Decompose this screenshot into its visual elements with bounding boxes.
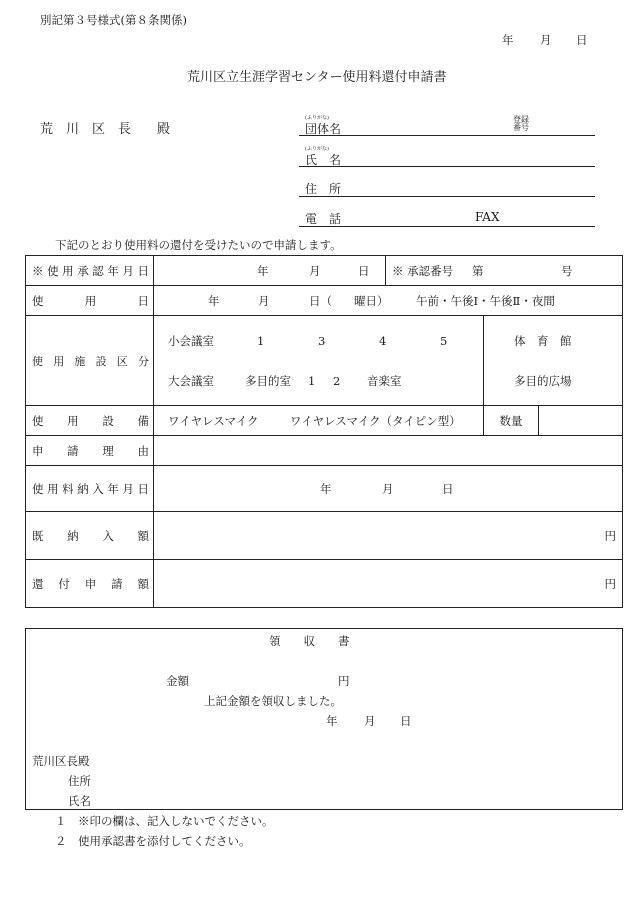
music-room[interactable]: 音楽室 xyxy=(367,374,402,388)
receipt-addressee: 荒川区長殿 xyxy=(32,754,90,768)
use-date-row xyxy=(26,286,623,316)
receipt-name-label: 氏名 xyxy=(68,794,91,808)
approval-number-dai: 第 xyxy=(472,263,484,278)
approval-date-label: ※使用承認年月日 xyxy=(26,256,154,286)
multipurpose-room-2[interactable]: 2 xyxy=(333,374,341,388)
approval-number-go: 号 xyxy=(561,263,573,278)
header-date-month: 月 xyxy=(540,33,552,47)
payment-day: 日 xyxy=(442,481,454,496)
intro-text: 下記のとおり使用料の還付を受けたいので申請します。 xyxy=(55,238,342,252)
small-room-3[interactable]: 3 xyxy=(318,334,326,348)
facility-rooms-field[interactable] xyxy=(154,316,484,406)
multipurpose-room-1[interactable]: 1 xyxy=(308,374,316,388)
form-reference: 別記第３号様式(第８条関係) xyxy=(40,13,187,27)
use-date-weekday: 曜日） xyxy=(354,293,389,308)
approval-date-row xyxy=(26,256,623,286)
name-line xyxy=(299,166,595,167)
address-label: 住 所 xyxy=(305,182,342,196)
receipt-title: 領 収 書 xyxy=(269,634,350,648)
refund-amount-yen: 円 xyxy=(604,576,617,591)
address-line xyxy=(299,196,595,197)
addressee: 荒 川 区 長 殿 xyxy=(40,122,171,137)
approval-number-label: ※ 承認番号 xyxy=(392,263,454,278)
furigana-label: (ふりがな) xyxy=(305,115,329,121)
refund-amount-label: 還 付 申 請 額 xyxy=(26,560,154,608)
reason-label: 申 請 理 由 xyxy=(26,436,154,466)
quantity-label xyxy=(484,406,539,436)
refund-amount-field[interactable] xyxy=(154,560,623,608)
header-date-day: 日 xyxy=(576,33,588,47)
wireless-mic-pin[interactable]: ワイヤレスマイク（タイピン型） xyxy=(290,413,461,428)
registration-number-label: 登録番号 xyxy=(513,115,529,132)
facility-outdoor-field[interactable] xyxy=(484,316,623,406)
approval-month: 月 xyxy=(309,263,321,278)
refund-amount-row xyxy=(26,560,623,608)
equipment-field[interactable] xyxy=(154,406,484,436)
approval-date-field[interactable] xyxy=(154,256,386,286)
name-text: 氏 名 xyxy=(305,153,342,167)
payment-date-row xyxy=(26,466,623,512)
payment-year: 年 xyxy=(320,481,332,496)
reason-row xyxy=(26,436,623,466)
approval-year: 年 xyxy=(257,263,269,278)
small-room-5[interactable]: 5 xyxy=(440,334,448,348)
receipt-box xyxy=(25,628,623,810)
approval-number-field[interactable] xyxy=(386,256,623,286)
equipment-label: 使 用 設 備 xyxy=(26,406,154,436)
phone-label: 電 話 xyxy=(305,212,342,226)
receipt-date-month: 月 xyxy=(364,714,376,728)
paid-amount-row xyxy=(26,512,623,560)
small-room-1[interactable]: 1 xyxy=(257,334,265,348)
fax-label: FAX xyxy=(475,210,500,224)
note-1: １ ※印の欄は、記入しないでください。 xyxy=(55,814,274,828)
page-title: 荒川区立生涯学習センター使用料還付申請書 xyxy=(187,70,447,85)
receipt-yen: 円 xyxy=(338,674,350,688)
receipt-amount-label: 金額 xyxy=(166,674,189,688)
note-2: ２ 使用承認書を添付してください。 xyxy=(55,834,251,848)
facility-row xyxy=(26,316,623,406)
name-furigana-label: (ふりがな) xyxy=(305,146,329,152)
use-date-label: 使 用 日 xyxy=(26,286,154,316)
receipt-received-text: 上記金額を領収しました。 xyxy=(204,694,342,708)
quantity-field[interactable] xyxy=(539,406,623,436)
approval-day: 日 xyxy=(358,263,370,278)
receipt-date-day: 日 xyxy=(400,714,412,728)
wireless-mic[interactable]: ワイヤレスマイク xyxy=(168,413,259,428)
multipurpose-room[interactable]: 多目的室 xyxy=(245,374,291,388)
receipt-address-label: 住所 xyxy=(68,774,91,788)
small-room-4[interactable]: 4 xyxy=(379,334,387,348)
equipment-row xyxy=(26,406,623,436)
use-date-month: 月 xyxy=(258,293,270,308)
paid-amount-label: 既 納 入 額 xyxy=(26,512,154,560)
payment-month: 月 xyxy=(382,481,394,496)
multipurpose-plaza[interactable]: 多目的広場 xyxy=(514,374,572,388)
header-date-year: 年 xyxy=(502,33,514,47)
payment-date-label: 使用料納入年月日 xyxy=(26,466,154,512)
use-date-field[interactable] xyxy=(154,286,623,316)
receipt-date-year: 年 xyxy=(326,714,338,728)
quantity-text: 数量 xyxy=(499,413,523,428)
use-date-year: 年 xyxy=(208,293,220,308)
paid-amount-yen: 円 xyxy=(604,528,617,543)
large-meeting-room[interactable]: 大会議室 xyxy=(168,374,214,388)
application-table xyxy=(25,255,623,608)
facility-label: 使 用 施 設 区 分 xyxy=(26,316,154,406)
use-date-periods[interactable]: 午前・午後Ⅰ・午後Ⅱ・夜間 xyxy=(416,293,555,308)
paid-amount-field[interactable] xyxy=(154,512,623,560)
use-date-day: 日（ xyxy=(309,293,332,308)
phone-line xyxy=(299,226,595,227)
gymnasium[interactable]: 体 育 館 xyxy=(514,334,572,348)
reason-field[interactable] xyxy=(154,436,623,466)
small-meeting-room[interactable]: 小会議室 xyxy=(168,334,214,348)
payment-date-field[interactable] xyxy=(154,466,623,512)
group-name-text: 団体名 xyxy=(305,122,342,136)
group-name-line xyxy=(299,135,595,136)
